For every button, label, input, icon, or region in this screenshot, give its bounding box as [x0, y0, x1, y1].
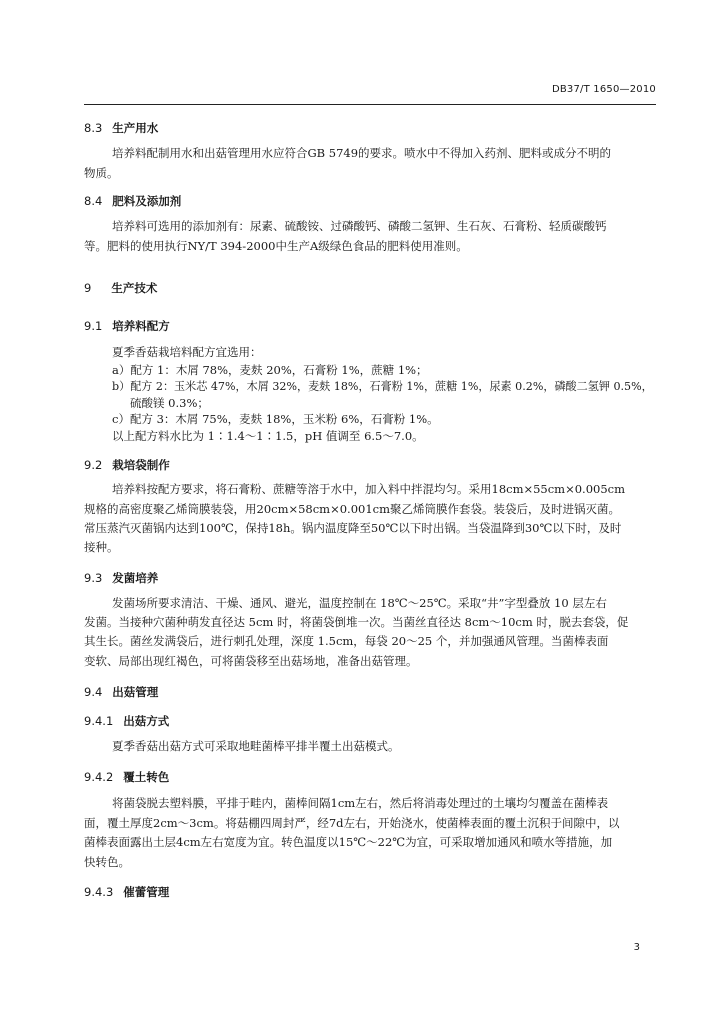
heading-9-2: [84, 457, 170, 473]
heading-number: 8.4: [84, 194, 103, 208]
paragraph-line: 以上配方料水比为 1∶1.4～1∶1.5，pH 值调至 6.5～7.0。: [112, 429, 424, 443]
heading-number: 9.4.1: [84, 714, 114, 728]
heading-title: 出菇方式: [123, 714, 170, 728]
heading-title: 生产技术: [111, 281, 158, 295]
paragraph-line: 规格的高密度聚乙烯筒膜装袋，用20cm×58cm×0.001cm聚乙烯筒膜作套袋。装袋后，及时进锅灭菌。: [84, 502, 620, 516]
heading-number: 8.3: [84, 121, 103, 135]
heading-9-4-1: [84, 713, 169, 729]
paragraph-line: 其生长。菌丝发满袋后，进行刺孔处理，深度 1.5cm，每袋 20～25 个，并加强通风管理。当菌棒表面: [84, 634, 609, 648]
paragraph-line: 等。肥料的使用执行NY/T 394-2000中生产A级绿色食品的肥料使用准则。: [84, 239, 468, 253]
paragraph-line: 发菌。当接种穴菌种萌发直径达 5cm 时，将菌袋倒堆一次。当菌丝直径达 8cm～10cm 时，脱去套袋，促: [84, 615, 629, 629]
paragraph-line: 常压蒸汽灭菌锅内达到100℃，保持18h。锅内温度降至50℃以下时出锅。当袋温降到30℃以下时，及时: [84, 521, 622, 535]
heading-number: 9.3: [84, 571, 103, 585]
list-item: b）配方 2：玉米芯 47%，木屑 32%，麦麸 18%，石膏粉 1%，蔗糖 1%，尿素 0.2%，磷酸二氢钾 0.5%，: [112, 380, 653, 393]
heading-title: 生产用水: [112, 121, 159, 135]
paragraph-line: 夏季香菇栽培料配方宜选用：: [112, 345, 262, 359]
paragraph-line: 物质。: [84, 166, 119, 180]
list-item: c）配方 3：木屑 75%，麦麸 18%，玉米粉 6%，石膏粉 1%。: [112, 412, 439, 426]
header-rule: [84, 104, 656, 105]
paragraph-line: 快转色。: [84, 855, 130, 869]
paragraph-line: 夏季香菇出菇方式可采取地畦菌棒平排半覆土出菇模式。: [112, 739, 400, 753]
heading-title: 肥料及添加剂: [112, 194, 182, 208]
list-item: a）配方 1：木屑 78%，麦麸 20%，石膏粉 1%，蔗糖 1%；: [112, 363, 428, 377]
heading-number: 9.1: [84, 319, 103, 333]
paragraph-line: 变软、局部出现红褐色，可将菌袋移至出菇场地，准备出菇管理。: [84, 654, 418, 668]
heading-9-3: [84, 570, 158, 586]
heading-number: 9.2: [84, 458, 103, 472]
heading-9-4-3: [84, 884, 169, 900]
page-number: 3: [633, 942, 640, 953]
heading-title: 发菌培养: [112, 571, 159, 585]
heading-title: 催蕾管理: [123, 885, 170, 899]
list-item-continuation: 硫酸镁 0.3%；: [130, 396, 209, 410]
heading-number: 9.4.3: [84, 885, 114, 899]
paragraph-line: 面，覆土厚度2cm～3cm。将菇棚四周封严，经7d左右，开始浇水，使菌棒表面的覆土沉积于间隙中，以: [84, 816, 620, 830]
heading-9-1: [84, 318, 170, 334]
paragraph-line: 培养料按配方要求，将石膏粉、蔗糖等溶于水中，加入料中拌混均匀。采用18cm×55cm×0.005cm: [112, 482, 625, 496]
heading-title: 覆土转色: [123, 770, 170, 784]
paragraph-line: 培养料可选用的添加剂有：尿素、硫酸铵、过磷酸钙、磷酸二氢钾、生石灰、石膏粉、轻质碳酸钙: [112, 219, 607, 233]
heading-9-4-2: [84, 769, 169, 785]
paragraph-line: 培养料配制用水和出菇管理用水应符合GB 5749的要求。喷水中不得加入药剂、肥料或成分不明的: [112, 146, 612, 160]
heading-title: 栽培袋制作: [112, 458, 170, 472]
paragraph-line: 发菌场所要求清洁、干燥、通风、避光，温度控制在 18℃～25℃。采取“井”字型叠放 10 层左右: [112, 596, 607, 610]
heading-number: 9.4: [84, 685, 103, 699]
heading-9-4: [84, 684, 158, 700]
heading-title: 培养料配方: [112, 319, 170, 333]
paragraph-line: 接种。: [84, 540, 119, 554]
heading-number: 9: [84, 281, 92, 295]
paragraph-line: 菌棒表面露出土层4cm左右宽度为宜。转色温度以15℃～22℃为宜，可采取增加通风和喷水等措施，加: [84, 835, 613, 849]
heading-title: 出菇管理: [112, 685, 159, 699]
heading-9: [84, 280, 157, 296]
document-code: DB37/T 1650—2010: [551, 84, 656, 95]
heading-number: 9.4.2: [84, 770, 114, 784]
heading-8-4: [84, 193, 181, 209]
paragraph-line: 将菌袋脱去塑料膜，平排于畦内，菌棒间隔1cm左右，然后将消毒处理过的土壤均匀覆盖在菌棒表: [112, 796, 609, 810]
heading-8-3: [84, 120, 158, 136]
